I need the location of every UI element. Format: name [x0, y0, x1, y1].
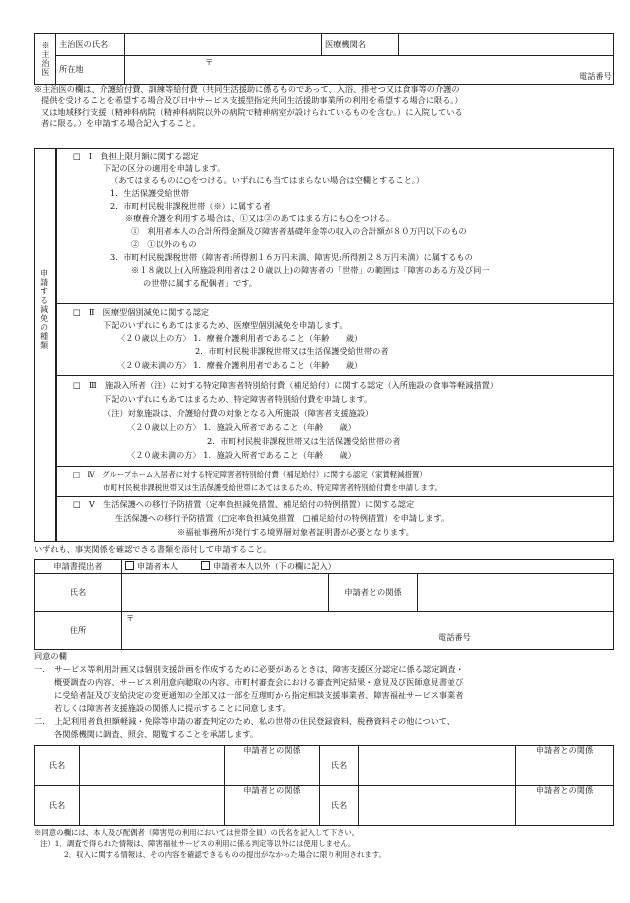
consent-relation-cell[interactable] [516, 746, 614, 786]
section-1-text: の世帯に属する配偶者」です。 [143, 278, 257, 288]
section-1-option[interactable]: ② ①以外のもの [131, 239, 197, 249]
option-other-label: 申請者本人以外（下の欄に記入） [213, 561, 336, 572]
consent-1-line: 若しくは障害者支援施設の関係人に提示することに同意します。 [54, 703, 291, 713]
consent-name-label: 氏名 [320, 786, 359, 826]
section-3-text: 〈２０歳未満の方〉 1．施設入所者であること（年齢 歳） [127, 450, 356, 460]
consent-name-label: 氏名 [35, 746, 80, 786]
doctor-table [34, 33, 614, 85]
doctor-address-field[interactable] [125, 56, 614, 85]
section-1-text: ※１８歳以上(入所施設利用者は２０歳以上)の障害者の「世帯」の範囲は「障害のある方及び同一 [131, 265, 490, 275]
footnote: 注）1．調査で得られた情報は、障害福祉サービスの利用に係る判定等以外には使用しません。 [40, 839, 356, 848]
section-1-text: 下記の区分の適用を申請します。 [103, 163, 226, 173]
footnote: 2．収入に関する情報は、その内容を確認できるものの提出がなかった場合に限り利用されます。 [64, 850, 386, 859]
section-2-text: 〈２０歳以上の方〉 1．療養介護利用者であること（年齢 歳） [117, 333, 363, 343]
section-3-text: 2．市町村民税非課税世帯又は生活保護受給世帯の者 [207, 436, 401, 446]
section-1-option[interactable]: 1．生活保護受給世帯 [110, 188, 189, 198]
submitter-table [34, 559, 614, 650]
section-2-text: 2．市町村民税非課税世帯又は生活保護受給世帯の者 [195, 346, 389, 356]
doctor-name-field[interactable] [125, 34, 322, 56]
postal-mark: 〒 [205, 57, 214, 67]
consent-name-field[interactable] [80, 786, 225, 826]
section-1-option[interactable]: 2．市町村民税非課税世帯（※）に属する者 [110, 201, 271, 211]
consent-1-line: 概要調査の内容、サービス利用意向聴取の内容、市町村審査会における審査判定結果・意見及び医師意見書並び [54, 677, 464, 687]
institution-field[interactable] [399, 34, 614, 56]
consent-name-field[interactable] [359, 786, 516, 826]
submitter-relation-label: 申請者との関係 [329, 574, 418, 612]
doctor-note-line: 者に限る。）を申請する場合記入すること。 [41, 118, 201, 128]
section-3-text: 〈２０歳以上の方〉 1．施設入所者であること（年齢 歳） [127, 422, 356, 432]
section-5-text: ※福祉事務所が発行する境界層対象者証明書が必要となります。 [177, 527, 414, 537]
section-1-option[interactable]: ① 利用者本人の合計所得金額及び障害者基礎年金等の収入の合計額が８０万円以下のもの [131, 226, 467, 236]
section-5-title[interactable]: □ Ⅴ 生活保護への移行予防措置（定率負担減免措置、補足給付の特例措置）に関する認定 [73, 499, 415, 509]
reduction-side-label: 申請する減免の種類 [39, 269, 49, 350]
section-5-text: 生活保護への移行予防措置（□定率負担減免措置 □補足給付の特例措置）を申請します。 [115, 513, 450, 523]
section-1-title[interactable]: □ Ⅰ 負担上限月額に関する認定 [73, 151, 199, 161]
option-self-label: 申請者本人 [137, 561, 178, 572]
doctor-note-line: ※主治医の欄は、介護給付費、訓練等給付費（共同生活援助に係るものであって、入浴、排せつ又は食事等の介護の [34, 84, 460, 94]
submitter-phone-label: 電話番号 [438, 632, 471, 642]
section-2-title[interactable]: □ Ⅱ 医療型個別減免に関する認定 [73, 307, 210, 317]
doctor-name-label: 主治医の氏名 [56, 34, 125, 56]
section-1-text: （あてはまるものに○をつける。いずれにも当てはまらない場合は空欄とすること。） [110, 175, 425, 185]
section-3-text: 下記のいずれにもあてはまるため、特定障害者特別給付費を申請します。 [103, 394, 373, 404]
doctor-phone-label: 電話番号 [579, 71, 612, 81]
checkbox-self[interactable] [125, 561, 134, 570]
doctor-note-line: 提供を受けることを希望する場合及び日中サービス支援型指定共同生活援助事業所の利用を希望する場合に限る。） [41, 95, 463, 105]
doctor-note-line: 又は地域移行支援（精神科病院（精神科病院以外の病院で精神病室が設けられているものを含む。）に入院している [41, 107, 463, 117]
consent-2-line: 二． 上記利用者負担額軽減・免除等申請の審査判定のため、私の世帯の住民登録資料、税務資料その他について、 [34, 716, 455, 726]
section-2-text: 下記のいずれにもあてはまるため、医療型個別減免を申請します。 [103, 320, 348, 330]
consent-relation-label: 申請者との関係 [243, 745, 301, 755]
consent-2-line: 各関係機関に調査、照会、閲覧することを承諾します。 [54, 729, 259, 739]
postal-mark: 〒 [126, 613, 135, 623]
section-3 [56, 375, 614, 467]
section-2-text: 〈２０歳未満の方〉 1．療養介護利用者であること（年齢 歳） [117, 360, 363, 370]
section-1-option[interactable]: 3．市町村民税課税世帯（障害者:所得割１６万円未満、障害児:所得割２８万円未満）に属するもの [110, 252, 473, 262]
section-3-text: （注）対象施設は、介護給付費の対象となる入所施設（障害者支援施設） [103, 408, 374, 418]
footnote: ※同意の欄には、本人及び配偶者（障害児の利用においては世帯全員）の氏名を記入して下さい。 [34, 828, 360, 837]
consent-relation-cell[interactable] [225, 786, 320, 826]
submitter-name-label: 氏名 [35, 574, 122, 612]
doctor-side-cell [35, 34, 56, 85]
section-3-title[interactable]: □ Ⅲ 施設入所者（注）に対する特定障害者特別給付費（補足給付）に関する認定（入所施設の食事等軽減措置） [73, 380, 499, 390]
doctor-address-label: 所在地 [56, 56, 125, 85]
section-4 [56, 466, 614, 497]
section-5 [56, 496, 614, 542]
consent-title: 同意の欄 [34, 651, 67, 661]
consent-name-label: 氏名 [35, 786, 80, 826]
submitter-relation-field[interactable] [418, 574, 614, 612]
consent-name-label: 氏名 [320, 746, 359, 786]
section-4-title[interactable]: □ Ⅳ グループホーム入居者に対する特定障害者特別給付費（補足給付）に関する認定（家賃軽減措置） [73, 470, 427, 479]
consent-name-field[interactable] [80, 746, 225, 786]
consent-table [34, 745, 614, 826]
reduction-side-cell [34, 148, 56, 542]
consent-1-line: に受給者証及び支給決定の変更通知の全部又は一部を互理町から指定相談支援事業者、障害福祉サービス事業者 [54, 690, 464, 700]
submitter-options [122, 560, 614, 574]
submitter-label: 申請書提出者 [35, 560, 122, 574]
consent-relation-cell[interactable] [225, 746, 320, 786]
institution-label: 医療機関名 [322, 34, 399, 56]
consent-relation-cell[interactable] [516, 786, 614, 826]
section-1 [56, 148, 614, 304]
checkbox-other[interactable] [201, 561, 210, 570]
consent-relation-label: 申請者との関係 [243, 785, 301, 795]
submitter-address-label: 住所 [35, 612, 122, 650]
submitter-name-field[interactable] [122, 574, 329, 612]
section-4-text: 市町村民税非課税世帯又は生活保護受給世帯にあてはまるため、特定障害者特別給付費を申請します。 [103, 483, 443, 492]
section-1-text: ※療養介護を利用する場合は、①又は②のあてはまる方にも○をつける。 [125, 213, 395, 223]
consent-relation-label: 申請者との関係 [535, 785, 594, 795]
attach-note: いずれも、事実関係を確認できる書類を添付して申請すること。 [34, 544, 272, 554]
section-2 [56, 303, 614, 376]
consent-relation-label: 申請者との関係 [535, 745, 594, 755]
submitter-address-field[interactable] [122, 612, 614, 650]
doctor-side-label: ※主治医 [41, 41, 50, 77]
consent-name-field[interactable] [359, 746, 516, 786]
consent-1-line: 一． サービス等利用計画又は個別支援計画を作成するために必要があるときは、障害支援区分認定に係る認定調査・ [34, 664, 464, 674]
